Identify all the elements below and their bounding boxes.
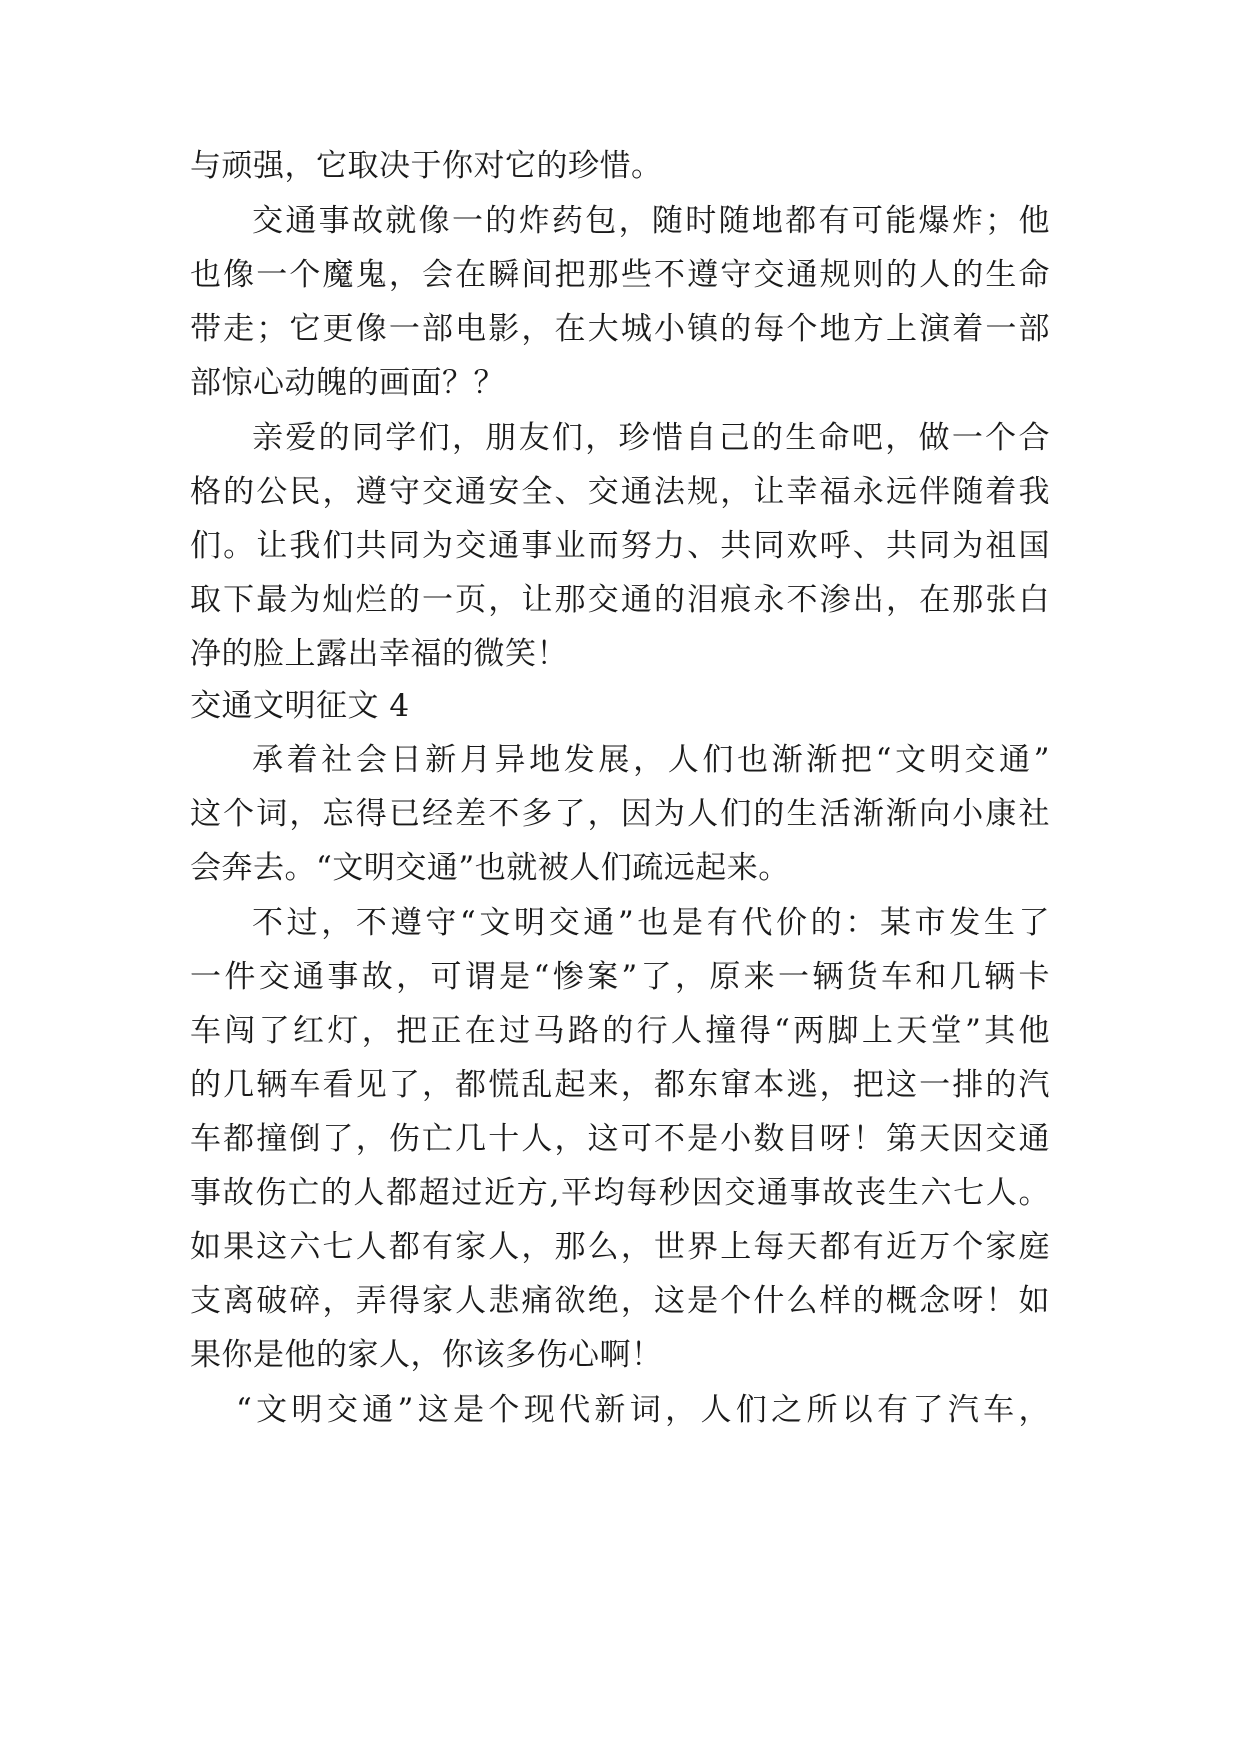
text-line: 事故伤亡的人都超过近方,平均每秒因交通事故丧生六七人。 xyxy=(190,1175,1050,1211)
paragraph-first-line: 亲爱的同学们，朋友们，珍惜自己的生命吧，做一个合 xyxy=(252,420,1050,456)
text-line: 带走；它更像一部电影，在大城小镇的每个地方上演着一部 xyxy=(190,311,1050,347)
text-line: 这个词，忘得已经差不多了，因为人们的生活渐渐向小康社 xyxy=(190,796,1050,832)
paragraph-first-line: 不过，不遵守“文明交通”也是有代价的：某市发生了 xyxy=(252,905,1050,941)
text-line: 如果这六七人都有家人，那么，世界上每天都有近万个家庭 xyxy=(190,1229,1050,1265)
text-line: 部惊心动魄的画面？？ xyxy=(190,365,505,401)
text-line: 车都撞倒了，伤亡几十人，这可不是小数目呀！第天因交通 xyxy=(190,1121,1050,1157)
paragraph-first-line: 承着社会日新月异地发展，人们也渐渐把“文明交通” xyxy=(252,742,1050,778)
text-line: 支离破碎，弄得家人悲痛欲绝，这是个什么样的概念呀！如 xyxy=(190,1283,1050,1319)
text-line: 与顽强，它取决于你对它的珍惜。 xyxy=(190,148,663,184)
text-line: 净的脸上露出幸福的微笑！ xyxy=(190,636,568,672)
text-line: 一件交通事故，可谓是“惨案”了，原来一辆货车和几辆卡 xyxy=(190,959,1050,995)
text-line: 也像一个魔鬼，会在瞬间把那些不遵守交通规则的人的生命 xyxy=(190,257,1050,293)
text-line: 的几辆车看见了，都慌乱起来，都东窜本逃，把这一排的汽 xyxy=(190,1067,1050,1103)
text-line: 果你是他的家人，你该多伤心啊！ xyxy=(190,1337,663,1373)
text-line: 取下最为灿烂的一页，让那交通的泪痕永不渗出，在那张白 xyxy=(190,582,1050,618)
text-line: 格的公民，遵守交通安全、交通法规，让幸福永远伴随着我 xyxy=(190,474,1050,510)
text-line: 们。让我们共同为交通事业而努力、共同欢呼、共同为祖国 xyxy=(190,528,1050,564)
paragraph-first-line: 交通事故就像一的炸药包，随时随地都有可能爆炸；他 xyxy=(252,203,1050,239)
text-line: 车闯了红灯，把正在过马路的行人撞得“两脚上天堂”其他 xyxy=(190,1013,1050,1049)
section-heading: 交通文明征文 4 xyxy=(190,688,410,724)
text-line: 会奔去。“文明交通”也就被人们疏远起来。 xyxy=(190,850,790,886)
paragraph-first-line: “文明交通”这是个现代新词，人们之所以有了汽车， xyxy=(236,1392,1050,1428)
